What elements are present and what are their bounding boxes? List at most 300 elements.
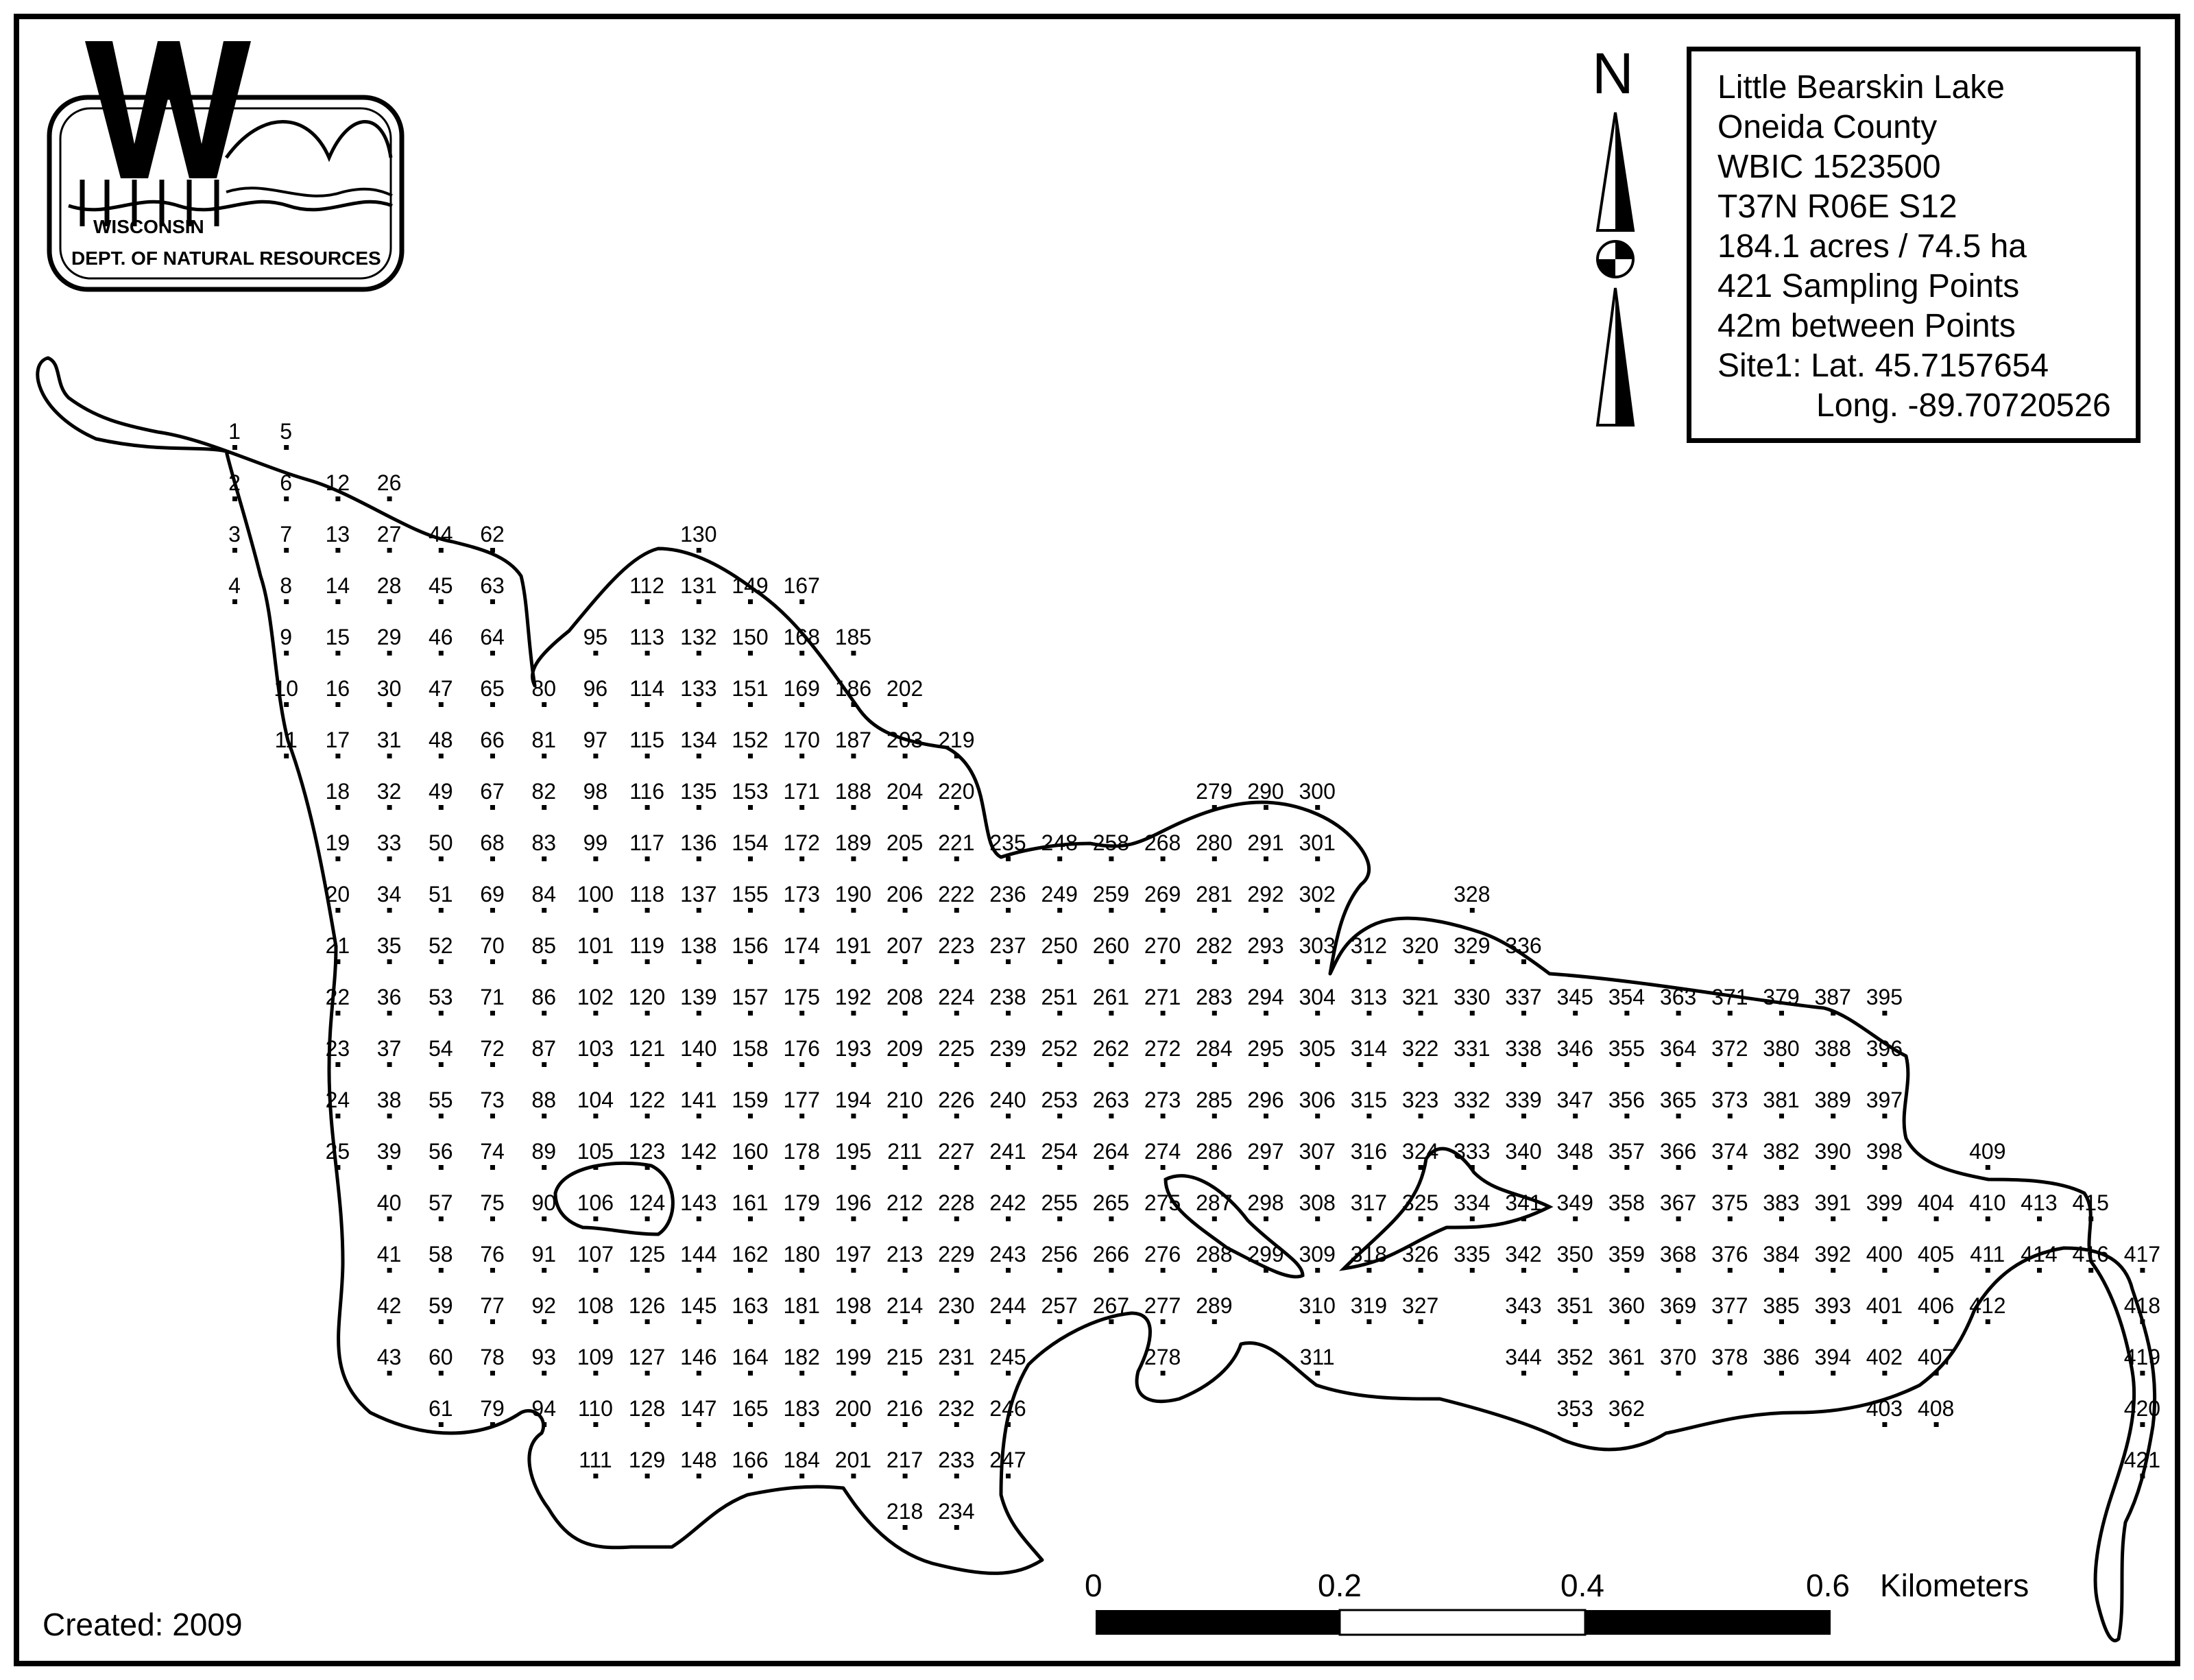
sampling-point-label: 204 xyxy=(886,779,924,804)
sampling-point-label: 50 xyxy=(429,830,453,855)
sampling-point-marker xyxy=(1366,1319,1371,1324)
sampling-point-marker xyxy=(387,496,392,501)
sampling-point-label: 166 xyxy=(732,1448,769,1472)
sampling-point-label: 390 xyxy=(1814,1139,1851,1164)
sampling-point-marker xyxy=(490,856,495,861)
sampling-point-marker xyxy=(1624,1319,1629,1324)
sampling-point-marker xyxy=(1315,959,1320,964)
sampling-point-marker xyxy=(284,548,289,553)
sampling-point-marker xyxy=(1882,1062,1887,1067)
sampling-point-marker xyxy=(748,908,753,913)
sampling-point-marker xyxy=(954,805,959,810)
sampling-point-marker xyxy=(1006,1165,1011,1170)
sampling-point-label: 10 xyxy=(274,676,298,701)
sampling-point-marker xyxy=(1419,1319,1423,1324)
sampling-point-marker xyxy=(851,856,856,861)
sampling-point-label: 334 xyxy=(1454,1190,1491,1215)
lake-name: Little Bearskin Lake xyxy=(1717,69,2005,106)
sampling-point-label: 82 xyxy=(531,779,556,804)
sampling-point-marker xyxy=(2140,1268,2145,1273)
sampling-point-label: 13 xyxy=(325,522,350,547)
sampling-point-label: 4 xyxy=(228,573,241,598)
sampling-point-marker xyxy=(232,599,237,604)
sampling-point-marker xyxy=(748,1062,753,1067)
sampling-point-marker xyxy=(1624,1011,1629,1016)
sampling-point-label: 243 xyxy=(989,1242,1026,1267)
sampling-point-marker xyxy=(697,1422,701,1427)
sampling-point-label: 420 xyxy=(2123,1396,2161,1421)
sampling-point-label: 291 xyxy=(1247,830,1284,855)
sampling-point-marker xyxy=(490,1011,495,1016)
sampling-point-marker xyxy=(439,1422,444,1427)
sampling-point-marker xyxy=(232,496,237,501)
sampling-point-marker xyxy=(1057,856,1062,861)
sampling-point-marker xyxy=(954,1371,959,1376)
sampling-point-label: 220 xyxy=(938,779,975,804)
sampling-point-marker xyxy=(799,805,804,810)
sampling-point-marker xyxy=(1728,1216,1733,1221)
sampling-point-marker xyxy=(542,754,546,758)
sampling-point-label: 14 xyxy=(325,573,350,598)
sampling-point-marker xyxy=(1624,1062,1629,1067)
logo-text-line1: WISCONSIN xyxy=(93,216,204,237)
sampling-points-layer xyxy=(228,419,2160,1530)
sampling-point-label: 183 xyxy=(783,1396,820,1421)
sampling-point-label: 285 xyxy=(1196,1088,1233,1112)
sampling-point-label: 147 xyxy=(680,1396,717,1421)
sampling-point-marker xyxy=(697,1062,701,1067)
sampling-point-marker xyxy=(799,908,804,913)
wbic: WBIC 1523500 xyxy=(1717,149,1941,185)
sampling-point-label: 414 xyxy=(2021,1242,2058,1267)
sampling-point-marker xyxy=(748,1268,753,1273)
sampling-point-marker xyxy=(2088,1216,2093,1221)
sampling-point-label: 273 xyxy=(1144,1088,1181,1112)
sampling-point-label: 134 xyxy=(680,728,717,752)
sampling-point-marker xyxy=(1934,1268,1939,1273)
sampling-point-marker xyxy=(799,1474,804,1478)
sampling-point-marker xyxy=(1315,1216,1320,1221)
sampling-point-marker xyxy=(490,1114,495,1118)
sampling-point-label: 68 xyxy=(480,830,505,855)
sampling-point-label: 278 xyxy=(1144,1345,1181,1369)
sampling-point-marker xyxy=(335,548,340,553)
sampling-point-marker xyxy=(1573,1011,1578,1016)
sampling-point-label: 86 xyxy=(531,985,556,1009)
sampling-point-marker xyxy=(1831,1165,1835,1170)
sampling-point-marker xyxy=(851,1371,856,1376)
sampling-point-label: 308 xyxy=(1299,1190,1336,1215)
sampling-point-marker xyxy=(851,1474,856,1478)
sampling-point-marker xyxy=(1779,1319,1784,1324)
sampling-point-marker xyxy=(1779,1268,1784,1273)
sampling-point-label: 96 xyxy=(583,676,608,701)
sampling-point-marker xyxy=(748,599,753,604)
sampling-point-label: 159 xyxy=(732,1088,769,1112)
sampling-point-marker xyxy=(1006,1011,1011,1016)
sampling-point-marker xyxy=(232,445,237,450)
sampling-point-marker xyxy=(1882,1268,1887,1273)
sampling-point-label: 172 xyxy=(783,830,820,855)
sampling-point-label: 58 xyxy=(429,1242,453,1267)
sampling-point-marker xyxy=(439,856,444,861)
sampling-point-marker xyxy=(542,1371,546,1376)
wdnr-logo xyxy=(49,41,402,289)
sampling-point-label: 251 xyxy=(1041,985,1078,1009)
sampling-point-marker xyxy=(439,1371,444,1376)
sampling-point-marker xyxy=(284,754,289,758)
sampling-point-label: 401 xyxy=(1866,1293,1903,1318)
sampling-point-marker xyxy=(593,1114,598,1118)
sampling-point-label: 307 xyxy=(1299,1139,1336,1164)
sampling-point-label: 39 xyxy=(376,1139,402,1164)
sampling-point-marker xyxy=(1109,856,1113,861)
sampling-point-marker xyxy=(697,1165,701,1170)
sampling-point-marker xyxy=(1161,959,1166,964)
sampling-point-label: 174 xyxy=(783,933,820,958)
sampling-point-marker xyxy=(593,959,598,964)
sampling-point-marker xyxy=(748,1371,753,1376)
sampling-point-label: 283 xyxy=(1196,985,1233,1009)
sampling-point-marker xyxy=(954,1216,959,1221)
sampling-point-marker xyxy=(387,1114,392,1118)
sampling-point-marker xyxy=(645,856,650,861)
sampling-point-label: 288 xyxy=(1196,1242,1233,1267)
sampling-point-marker xyxy=(954,1011,959,1016)
sampling-point-label: 6 xyxy=(280,470,293,495)
sampling-point-label: 3 xyxy=(228,522,241,547)
sampling-point-marker xyxy=(903,1319,908,1324)
sampling-point-label: 167 xyxy=(783,573,820,598)
sampling-point-label: 294 xyxy=(1247,985,1284,1009)
sampling-point-label: 160 xyxy=(732,1139,769,1164)
sampling-point-label: 182 xyxy=(783,1345,820,1369)
sampling-point-marker xyxy=(1264,1011,1268,1016)
sampling-point-label: 353 xyxy=(1556,1396,1593,1421)
sampling-point-marker xyxy=(799,1114,804,1118)
sampling-point-marker xyxy=(851,1114,856,1118)
sampling-point-marker xyxy=(748,1114,753,1118)
sampling-point-marker xyxy=(697,548,701,553)
sampling-point-label: 98 xyxy=(583,779,608,804)
sampling-point-label: 36 xyxy=(376,985,402,1009)
sampling-point-marker xyxy=(1419,1216,1423,1221)
sampling-point-marker xyxy=(903,1114,908,1118)
sampling-point-marker xyxy=(284,702,289,707)
sampling-point-marker xyxy=(1006,1216,1011,1221)
sampling-point-marker xyxy=(335,959,340,964)
sampling-point-marker xyxy=(593,1474,598,1478)
sampling-point-label: 21 xyxy=(325,933,350,958)
sampling-point-marker xyxy=(645,1216,650,1221)
sampling-point-label: 150 xyxy=(732,625,769,649)
sampling-point-label: 176 xyxy=(783,1036,820,1061)
sampling-point-label: 80 xyxy=(531,676,556,701)
sampling-point-label: 84 xyxy=(531,882,556,907)
sampling-point-label: 292 xyxy=(1247,882,1284,907)
sampling-point-marker xyxy=(1109,1114,1113,1118)
sampling-point-marker xyxy=(1006,1371,1011,1376)
sampling-point-label: 333 xyxy=(1454,1139,1491,1164)
sampling-point-marker xyxy=(1624,1165,1629,1170)
sampling-point-marker xyxy=(1573,1268,1578,1273)
sampling-point-label: 89 xyxy=(531,1139,556,1164)
sampling-point-marker xyxy=(1212,805,1217,810)
sampling-point-marker xyxy=(1212,1268,1217,1273)
sampling-point-label: 139 xyxy=(680,985,717,1009)
sampling-point-marker xyxy=(1264,908,1268,913)
sampling-point-marker xyxy=(1470,1062,1475,1067)
sampling-point-label: 129 xyxy=(628,1448,666,1472)
sampling-point-marker xyxy=(903,1422,908,1427)
sampling-point-marker xyxy=(1676,1011,1681,1016)
sampling-point-label: 28 xyxy=(376,573,402,598)
sampling-point-label: 277 xyxy=(1144,1293,1181,1318)
sampling-point-marker xyxy=(697,1114,701,1118)
sampling-point-label: 5 xyxy=(280,419,293,444)
sampling-point-label: 222 xyxy=(938,882,975,907)
sampling-point-label: 164 xyxy=(732,1345,769,1369)
sampling-point-label: 368 xyxy=(1659,1242,1697,1267)
sampling-point-label: 276 xyxy=(1144,1242,1181,1267)
sampling-point-label: 19 xyxy=(325,830,350,855)
sampling-point-marker xyxy=(1573,1114,1578,1118)
sampling-point-label: 321 xyxy=(1401,985,1439,1009)
sampling-point-marker xyxy=(1831,1011,1835,1016)
sampling-point-marker xyxy=(1315,1319,1320,1324)
sampling-point-label: 240 xyxy=(989,1088,1026,1112)
sampling-point-marker xyxy=(697,702,701,707)
sampling-point-marker xyxy=(439,805,444,810)
sampling-point-marker xyxy=(1057,908,1062,913)
sampling-point-label: 143 xyxy=(680,1190,717,1215)
sampling-point-label: 385 xyxy=(1763,1293,1800,1318)
sampling-point-marker xyxy=(748,959,753,964)
sampling-point-label: 26 xyxy=(376,470,402,495)
sampling-point-label: 125 xyxy=(628,1242,666,1267)
sampling-point-label: 209 xyxy=(886,1036,924,1061)
sampling-point-marker xyxy=(903,1268,908,1273)
sampling-point-label: 123 xyxy=(628,1139,666,1164)
sampling-point-marker xyxy=(1573,1371,1578,1376)
sampling-point-marker xyxy=(1419,1114,1423,1118)
sampling-point-marker xyxy=(1109,1216,1113,1221)
sampling-point-label: 384 xyxy=(1763,1242,1800,1267)
sampling-point-marker xyxy=(851,1216,856,1221)
sampling-point-marker xyxy=(593,1319,598,1324)
sampling-point-label: 297 xyxy=(1247,1139,1284,1164)
sampling-point-marker xyxy=(1264,1268,1268,1273)
sampling-point-marker xyxy=(387,959,392,964)
sampling-point-label: 282 xyxy=(1196,933,1233,958)
sampling-point-label: 298 xyxy=(1247,1190,1284,1215)
sampling-point-marker xyxy=(387,651,392,656)
sampling-point-marker xyxy=(1521,1268,1526,1273)
sampling-point-label: 155 xyxy=(732,882,769,907)
sampling-point-marker xyxy=(439,1319,444,1324)
sampling-point-label: 101 xyxy=(577,933,614,958)
sampling-point-marker xyxy=(799,702,804,707)
sampling-point-label: 362 xyxy=(1608,1396,1646,1421)
sampling-point-marker xyxy=(490,651,495,656)
sampling-point-label: 104 xyxy=(577,1088,614,1112)
sampling-point-label: 178 xyxy=(783,1139,820,1164)
sampling-point-marker xyxy=(748,651,753,656)
sampling-point-label: 47 xyxy=(429,676,453,701)
sampling-point-marker xyxy=(1521,959,1526,964)
sampling-point-marker xyxy=(954,1525,959,1530)
sampling-point-label: 367 xyxy=(1659,1190,1697,1215)
sampling-point-marker xyxy=(903,1062,908,1067)
sampling-point-label: 214 xyxy=(886,1293,924,1318)
sampling-point-label: 61 xyxy=(429,1396,453,1421)
sampling-point-label: 268 xyxy=(1144,830,1181,855)
sampling-point-label: 111 xyxy=(579,1448,612,1472)
sampling-point-label: 140 xyxy=(680,1036,717,1061)
sampling-point-label: 359 xyxy=(1608,1242,1646,1267)
sampling-point-label: 149 xyxy=(732,573,769,598)
sampling-point-label: 76 xyxy=(480,1242,505,1267)
sampling-point-marker xyxy=(1831,1371,1835,1376)
sampling-point-marker xyxy=(748,1011,753,1016)
sampling-point-label: 70 xyxy=(480,933,505,958)
sampling-point-label: 45 xyxy=(429,573,453,598)
sampling-point-marker xyxy=(1006,1268,1011,1273)
sampling-point-marker xyxy=(542,856,546,861)
sampling-point-label: 226 xyxy=(938,1088,975,1112)
sampling-point-label: 201 xyxy=(834,1448,872,1472)
sampling-point-marker xyxy=(1624,1216,1629,1221)
sampling-point-marker xyxy=(1624,1371,1629,1376)
sampling-point-label: 215 xyxy=(886,1345,924,1369)
sampling-point-marker xyxy=(542,1114,546,1118)
sampling-point-label: 99 xyxy=(583,830,608,855)
sampling-point-marker xyxy=(387,1268,392,1273)
sampling-point-marker xyxy=(1676,1216,1681,1221)
sampling-point-label: 328 xyxy=(1454,882,1491,907)
sampling-point-label: 302 xyxy=(1299,882,1336,907)
sampling-point-label: 56 xyxy=(429,1139,453,1164)
sampling-point-label: 284 xyxy=(1196,1036,1233,1061)
sampling-point-label: 148 xyxy=(680,1448,717,1472)
sampling-point-marker xyxy=(645,1011,650,1016)
sampling-point-label: 221 xyxy=(938,830,975,855)
sampling-point-label: 185 xyxy=(834,625,872,649)
sampling-point-label: 415 xyxy=(2072,1190,2109,1215)
sampling-point-label: 177 xyxy=(783,1088,820,1112)
sampling-point-label: 270 xyxy=(1144,933,1181,958)
sampling-point-label: 242 xyxy=(989,1190,1026,1215)
sampling-point-label: 95 xyxy=(583,625,608,649)
sampling-point-marker xyxy=(1624,1114,1629,1118)
sampling-point-label: 331 xyxy=(1454,1036,1491,1061)
sampling-point-label: 66 xyxy=(480,728,505,752)
sampling-point-label: 345 xyxy=(1556,985,1593,1009)
sampling-point-marker xyxy=(748,1319,753,1324)
sampling-point-marker xyxy=(799,599,804,604)
sampling-point-marker xyxy=(851,1062,856,1067)
sampling-point-label: 90 xyxy=(531,1190,556,1215)
sampling-point-marker xyxy=(697,754,701,758)
sampling-point-label: 161 xyxy=(732,1190,769,1215)
sampling-point-label: 77 xyxy=(480,1293,505,1318)
sampling-point-marker xyxy=(697,805,701,810)
sampling-point-marker xyxy=(439,599,444,604)
sampling-point-marker xyxy=(1882,1165,1887,1170)
sampling-point-label: 363 xyxy=(1659,985,1697,1009)
sampling-point-marker xyxy=(1573,1165,1578,1170)
sampling-point-label: 338 xyxy=(1505,1036,1542,1061)
sampling-point-marker xyxy=(1161,856,1166,861)
sampling-point-marker xyxy=(387,908,392,913)
sampling-point-marker xyxy=(593,805,598,810)
sampling-point-label: 93 xyxy=(531,1345,556,1369)
sampling-point-label: 271 xyxy=(1144,985,1181,1009)
sampling-point-label: 181 xyxy=(783,1293,820,1318)
sampling-point-marker xyxy=(1315,805,1320,810)
sampling-point-marker xyxy=(387,1165,392,1170)
sampling-point-label: 211 xyxy=(887,1139,923,1164)
sampling-point-marker xyxy=(1470,1165,1475,1170)
sampling-point-label: 136 xyxy=(680,830,717,855)
sampling-point-label: 8 xyxy=(280,573,293,598)
sampling-point-marker xyxy=(645,1165,650,1170)
sampling-point-label: 216 xyxy=(886,1396,924,1421)
sampling-point-label: 110 xyxy=(577,1396,613,1421)
sampling-point-label: 138 xyxy=(680,933,717,958)
sampling-point-label: 51 xyxy=(429,882,453,907)
sampling-point-label: 342 xyxy=(1505,1242,1542,1267)
sampling-point-label: 383 xyxy=(1763,1190,1800,1215)
sampling-point-marker xyxy=(851,1011,856,1016)
sampling-point-label: 350 xyxy=(1556,1242,1593,1267)
sampling-point-label: 118 xyxy=(629,882,665,907)
sampling-point-label: 421 xyxy=(2123,1448,2161,1472)
sampling-point-marker xyxy=(1986,1216,1990,1221)
sampling-point-marker xyxy=(335,1165,340,1170)
sampling-point-marker xyxy=(954,1422,959,1427)
sampling-point-marker xyxy=(439,702,444,707)
sampling-point-label: 235 xyxy=(989,830,1026,855)
sampling-point-label: 162 xyxy=(732,1242,769,1267)
sampling-point-marker xyxy=(851,908,856,913)
sampling-point-marker xyxy=(1109,1165,1113,1170)
north-arrow xyxy=(1592,41,1634,425)
lake-info-box xyxy=(1687,47,2141,443)
sampling-point-label: 127 xyxy=(628,1345,666,1369)
sampling-point-label: 356 xyxy=(1608,1088,1646,1112)
sampling-point-marker xyxy=(697,599,701,604)
sampling-point-label: 190 xyxy=(834,882,872,907)
sampling-point-marker xyxy=(1521,1371,1526,1376)
sampling-point-label: 126 xyxy=(628,1293,666,1318)
sampling-point-label: 44 xyxy=(429,522,453,547)
sampling-point-label: 236 xyxy=(989,882,1026,907)
sampling-point-marker xyxy=(490,805,495,810)
sampling-point-label: 358 xyxy=(1608,1190,1646,1215)
sampling-point-label: 275 xyxy=(1144,1190,1181,1215)
sampling-point-marker xyxy=(1006,1319,1011,1324)
sampling-point-marker xyxy=(799,1216,804,1221)
sampling-point-marker xyxy=(697,1268,701,1273)
sampling-point-marker xyxy=(851,805,856,810)
sampling-point-marker xyxy=(799,1165,804,1170)
sampling-point-marker xyxy=(903,908,908,913)
sampling-point-label: 234 xyxy=(938,1499,975,1524)
sampling-point-marker xyxy=(439,1216,444,1221)
sampling-point-label: 336 xyxy=(1505,933,1542,958)
sampling-point-marker xyxy=(284,445,289,450)
